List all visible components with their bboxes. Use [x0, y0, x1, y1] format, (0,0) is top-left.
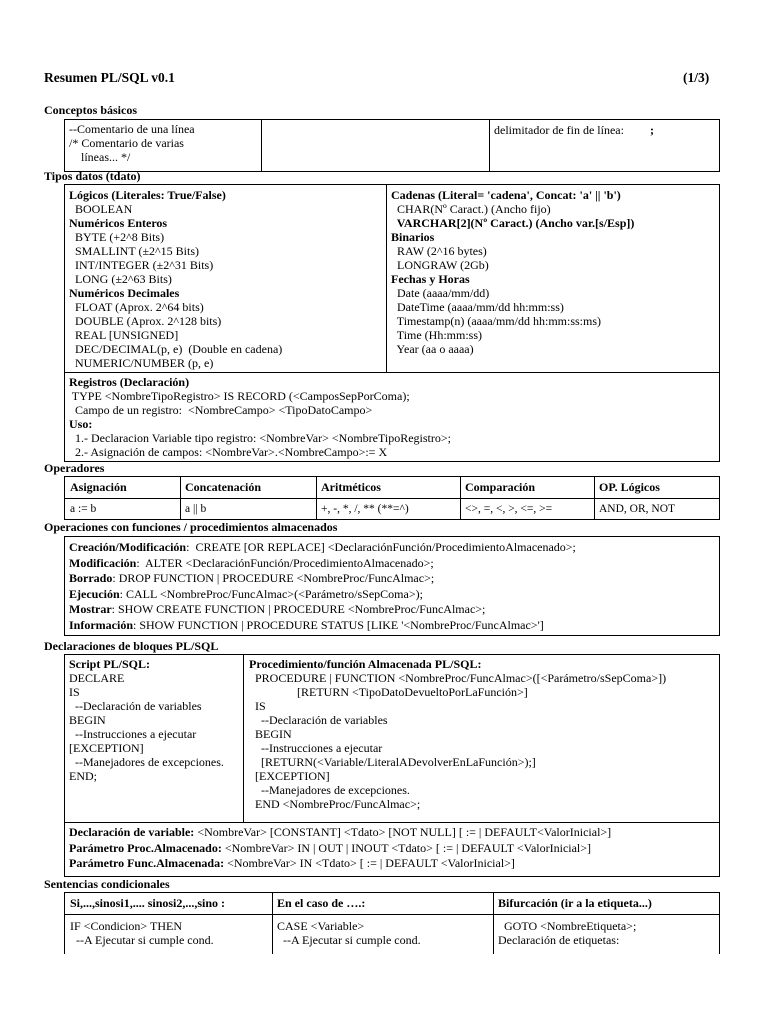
- uso-heading: Uso:: [69, 417, 93, 431]
- page-number: (1/3): [683, 70, 710, 85]
- condicionales-divider: [493, 892, 494, 954]
- code-line: 1.- Declaracion Variable tipo registro: <NombreVar> <NombreTipoRegistro>;: [69, 431, 451, 445]
- code-line: --Declaración de variables: [249, 713, 388, 727]
- procedimiento-heading: Procedimiento/función Almacenada PL/SQL:: [249, 657, 482, 671]
- operadores-header: Comparación: [465, 480, 535, 494]
- type-group-heading: Numéricos Enteros: [69, 216, 168, 230]
- code-line: --Manejadores de excepciones.: [249, 783, 410, 797]
- bloques-row-divider: [64, 822, 720, 823]
- condicionales-row-divider: [64, 914, 720, 915]
- code-line: DECLARE: [69, 671, 125, 685]
- code-line: GOTO <NombreEtiqueta>;: [498, 919, 637, 933]
- declaracion-row: [69, 856, 611, 872]
- operadores-value: AND, OR, NOT: [599, 503, 676, 515]
- operadores-row-divider: [64, 498, 720, 499]
- declaracion-label: Declaración de variable:: [69, 825, 195, 839]
- section-heading-bloques: Declaraciones de bloques PL/SQL: [44, 639, 219, 653]
- script-heading: Script PL/SQL:: [69, 657, 151, 671]
- funciones-label: Mostrar: [69, 602, 112, 616]
- code-line: [RETURN <TipoDatoDevueltoPorLaFunción>]: [249, 685, 528, 699]
- condicionales-divider: [272, 892, 273, 954]
- funciones-row: [69, 540, 576, 556]
- section-heading-condicionales: Sentencias condicionales: [44, 877, 170, 891]
- code-line: END <NombreProc/FuncAlmac>;: [249, 797, 421, 811]
- funciones-label: Borrado: [69, 571, 113, 585]
- delimiter-label: delimitador de fin de línea:: [494, 123, 624, 137]
- section-heading-operadores: Operadores: [44, 461, 105, 475]
- type-item: SMALLINT (±2^15 Bits): [69, 244, 199, 258]
- operadores-value: a := b: [70, 503, 97, 515]
- operadores-value: <>, =, <, >, <=, >=: [465, 503, 553, 515]
- funciones-separator: :: [119, 586, 127, 601]
- text-line: --Comentario de una línea: [69, 122, 195, 136]
- condicionales-header: Bifurcación (ir a la etiqueta...): [498, 896, 652, 910]
- type-item: DOUBLE (Aprox. 2^128 bits): [69, 314, 222, 328]
- operadores-divider: [180, 476, 181, 520]
- document-title: Resumen PL/SQL v0.1: [44, 70, 175, 85]
- funciones-row: [69, 571, 576, 587]
- code-line: TYPE <NombreTipoRegistro> IS RECORD (<CamposSepPorComa);: [69, 389, 410, 403]
- declaracion-row: [69, 841, 611, 857]
- text-line: líneas... */: [69, 150, 131, 164]
- operadores-divider: [594, 476, 595, 520]
- funciones-separator: :: [111, 602, 118, 616]
- registros-heading: Registros (Declaración): [69, 375, 190, 389]
- delimiter-symbol: ;: [650, 123, 654, 137]
- conceptos-divider: [489, 119, 490, 172]
- declaracion-syntax: <NombreVar> IN | OUT | INOUT <Tdato> [ := | DEFAULT <ValorInicial>]: [221, 840, 592, 855]
- type-item: LONG (±2^63 Bits): [69, 272, 172, 286]
- condicionales-case-column: [277, 919, 421, 947]
- declaraciones-list: [69, 825, 611, 872]
- tipos-row-divider: [64, 372, 720, 373]
- funciones-label: Modificación: [69, 555, 137, 570]
- funciones-row: [69, 602, 576, 618]
- tipos-right-column: [391, 188, 634, 356]
- funciones-row: [69, 556, 576, 572]
- operadores-value: a || b: [185, 503, 207, 515]
- registros-block: [69, 375, 451, 459]
- operadores-divider: [316, 476, 317, 520]
- funciones-label: Creación/Modificación: [69, 540, 187, 554]
- operadores-value: +, -, *, /, ** (**=^): [321, 503, 409, 515]
- code-line: --A Ejecutar si cumple cond.: [277, 933, 421, 947]
- conceptos-divider: [261, 119, 262, 172]
- type-item: DEC/DECIMAL(p, e) (Double en cadena): [69, 342, 283, 356]
- code-line: --Manejadores de excepciones.: [69, 755, 224, 769]
- funciones-row: [69, 618, 576, 634]
- type-group-heading: Lógicos (Literales: True/False): [69, 188, 226, 202]
- code-line: IS: [249, 699, 266, 713]
- funciones-syntax: ALTER <DeclaraciónFunción/ProcedimientoAlmacenado>;: [145, 555, 434, 570]
- code-line: [RETURN(<Variable/LiteralADevolverEnLaFunción>);]: [249, 755, 536, 769]
- code-line: BEGIN: [249, 727, 292, 741]
- type-item: NUMERIC/NUMBER (p, e): [69, 356, 214, 370]
- type-item: Year (aa o aaaa): [391, 342, 474, 356]
- operadores-header: Asignación: [70, 480, 127, 494]
- code-line: CASE <Variable>: [277, 919, 365, 933]
- comment-syntax: [69, 122, 195, 164]
- type-item: INT/INTEGER (±2^31 Bits): [69, 258, 214, 272]
- funciones-syntax: CALL <NombreProc/FuncAlmac>(<Parámetro/sSepComa>);: [126, 586, 423, 601]
- condicionales-header: Si,...,sinosi1,.... sinosi2,...,sino :: [70, 896, 226, 910]
- bloques-divider: [243, 654, 244, 822]
- section-heading-conceptos: Conceptos básicos: [44, 103, 138, 117]
- type-item: REAL [UNSIGNED]: [69, 328, 179, 342]
- type-item: Timestamp(n) (aaaa/mm/dd hh:mm:ss:ms): [391, 314, 601, 328]
- declaracion-row: [69, 825, 611, 841]
- funciones-separator: :: [112, 571, 119, 585]
- funciones-label: Ejecución: [69, 586, 120, 601]
- declaracion-syntax: <NombreVar> IN <Tdato> [ := | DEFAULT <ValorInicial>]: [224, 856, 515, 870]
- funciones-syntax: SHOW FUNCTION | PROCEDURE STATUS [LIKE '<NombreProc/FuncAlmac>']: [139, 617, 544, 632]
- type-item: LONGRAW (2Gb): [391, 258, 489, 272]
- operadores-header: OP. Lógicos: [599, 480, 660, 494]
- funciones-separator: :: [186, 540, 196, 554]
- type-item: Date (aaaa/mm/dd): [391, 286, 490, 300]
- code-line: IS: [69, 685, 80, 699]
- type-item: DateTime (aaaa/mm/dd hh:mm:ss): [391, 300, 564, 314]
- code-line: --A Ejecutar si cumple cond.: [70, 933, 214, 947]
- script-plsql-block: [69, 657, 224, 783]
- section-heading-tipos: Tipos datos (tdato): [44, 169, 141, 183]
- code-line: --Declaración de variables: [69, 699, 202, 713]
- condicionales-header: En el caso de ….:: [277, 896, 366, 910]
- funciones-separator: :: [136, 555, 145, 570]
- declaracion-label: Parámetro Proc.Almacenado:: [69, 840, 222, 855]
- type-group-heading: Binarios: [391, 230, 435, 244]
- type-item: CHAR(Nº Caract.) (Ancho fijo): [391, 202, 551, 216]
- code-line: IF <Condicion> THEN: [70, 919, 182, 933]
- tipos-divider: [386, 184, 387, 372]
- funciones-row: [69, 587, 576, 603]
- funciones-list: [69, 540, 576, 633]
- type-item: VARCHAR[2](Nº Caract.) (Ancho var.[s/Esp]): [391, 216, 635, 230]
- funciones-separator: :: [133, 617, 140, 632]
- text-line: /* Comentario de varias: [69, 136, 184, 150]
- operadores-header: Aritméticos: [321, 480, 381, 494]
- type-item: Time (Hh:mm:ss): [391, 328, 483, 342]
- type-item: FLOAT (Aprox. 2^64 bits): [69, 300, 204, 314]
- type-item: RAW (2^16 bytes): [391, 244, 487, 258]
- operadores-header: Concatenación: [185, 480, 261, 494]
- code-line: Campo de un registro: <NombreCampo> <TipoDatoCampo>: [69, 403, 373, 417]
- type-item: BYTE (+2^8 Bits): [69, 230, 165, 244]
- type-item: BOOLEAN: [69, 202, 133, 216]
- code-line: 2.- Asignación de campos: <NombreVar>.<NombreCampo>:= X: [69, 445, 388, 459]
- type-group-heading: Cadenas (Literal= 'cadena', Concat: 'a' || 'b'): [391, 188, 621, 202]
- funciones-label: Información: [69, 617, 133, 632]
- code-line: --Instrucciones a ejecutar: [69, 727, 197, 741]
- declaracion-label: Parámetro Func.Almacenada:: [69, 856, 225, 870]
- code-line: [EXCEPTION]: [249, 769, 330, 783]
- condicionales-goto-column: [498, 919, 636, 947]
- code-line: PROCEDURE | FUNCTION <NombreProc/FuncAlmac>([<Parámetro/sSepComa>]): [249, 671, 667, 685]
- code-line: END;: [69, 769, 97, 783]
- procedimiento-block: [249, 657, 666, 811]
- section-heading-funciones: Operaciones con funciones / procedimientos almacenados: [44, 520, 338, 534]
- code-line: --Instrucciones a ejecutar: [249, 741, 383, 755]
- declaracion-syntax: <NombreVar> [CONSTANT] <Tdato> [NOT NULL] [ := | DEFAULT<ValorInicial>]: [194, 825, 612, 839]
- funciones-syntax: DROP FUNCTION | PROCEDURE <NombreProc/FuncAlmac>;: [118, 571, 435, 585]
- condicionales-if-column: [70, 919, 214, 947]
- code-line: Declaración de etiquetas:: [498, 933, 620, 947]
- code-line: [EXCEPTION]: [69, 741, 144, 755]
- code-line: BEGIN: [69, 713, 106, 727]
- type-group-heading: Numéricos Decimales: [69, 286, 180, 300]
- operadores-divider: [460, 476, 461, 520]
- funciones-syntax: SHOW CREATE FUNCTION | PROCEDURE <NombreProc/FuncAlmac>;: [118, 602, 486, 616]
- tipos-left-column: [69, 188, 282, 370]
- funciones-syntax: CREATE [OR REPLACE] <DeclaraciónFunción/ProcedimientoAlmacenado>;: [195, 540, 576, 554]
- type-group-heading: Fechas y Horas: [391, 272, 470, 286]
